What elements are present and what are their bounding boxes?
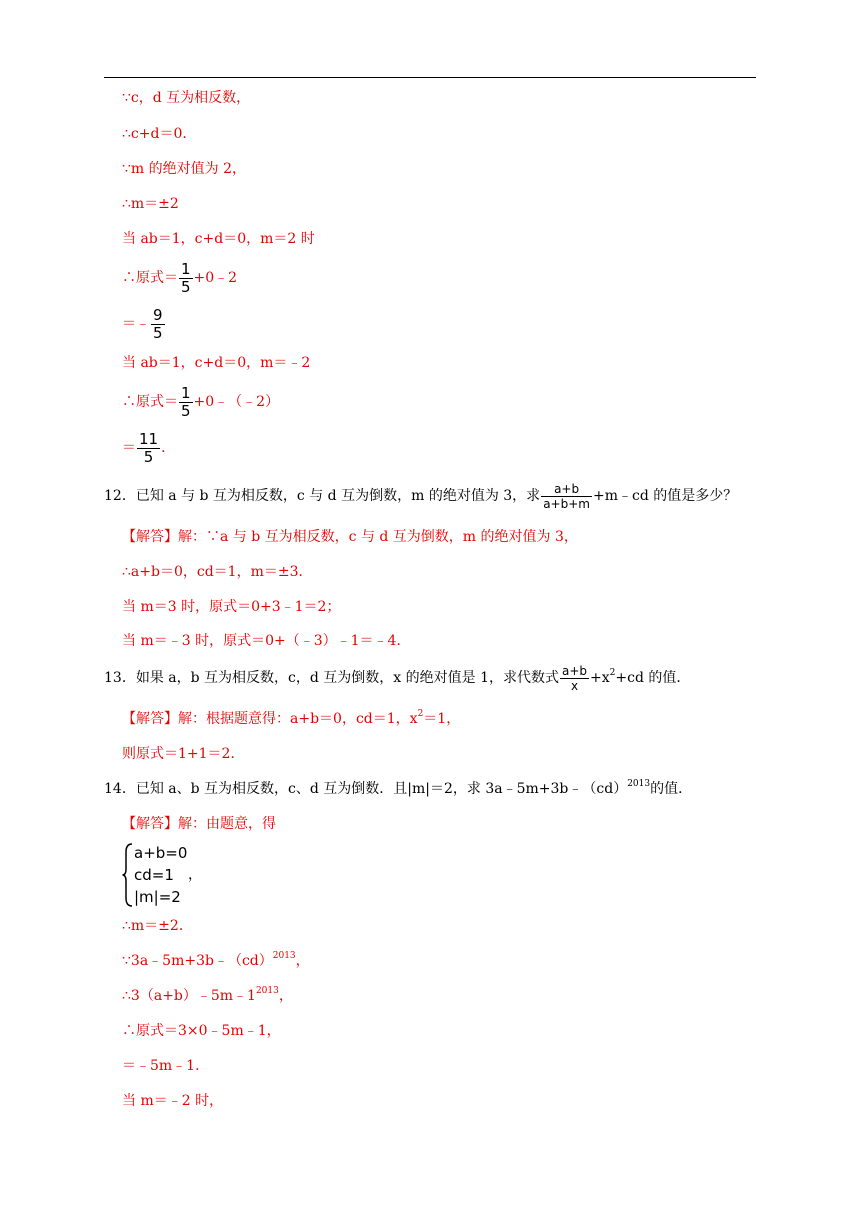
answer-line: ∴m＝±2． xyxy=(122,918,193,934)
fraction: $\frac{a+b}{a+b+m}$ xyxy=(543,481,590,511)
solution-line: ∴原式＝ $\frac{1}{5}$ +0﹣（﹣2） xyxy=(122,383,280,420)
system-row: |m|=2 xyxy=(134,888,181,906)
solution-line: 当 ab＝1，c+d＝0，m＝2 时 xyxy=(122,231,315,247)
fraction: $\frac{1}{5}$ xyxy=(181,383,191,420)
system-row: a+b=0 xyxy=(134,844,188,862)
equation-system xyxy=(122,842,212,908)
system-row: cd=1 xyxy=(134,866,174,884)
answer-line: ∴3（a+b）﹣5m﹣1 $^{2013}$ ， xyxy=(122,986,293,1004)
solution-line: ∴原式＝ $\frac{1}{5}$ +0﹣2 xyxy=(122,259,238,296)
question-12: 12． 已知 a 与 b 互为相反数，c 与 d 互为倒数，m 的绝对值为 3，求 $\frac{a+b}{a+b+m}$ +m﹣cd 的值是多少？ xyxy=(104,481,738,511)
solution-line: ∵c，d 互为相反数， xyxy=(122,90,251,106)
answer-line: 【解答】 解：由题意，得 xyxy=(122,816,276,832)
question-13: 13． 如果 a，b 互为相反数，c，d 互为倒数，x 的绝对值是 1，求代数式 $\frac{a+b}{x}$ +x $^2$ +cd 的值． xyxy=(104,663,691,693)
fraction: $\frac{a+b}{x}$ xyxy=(562,663,588,693)
answer-line: ∴a+b＝0，cd＝1，m＝±3． xyxy=(122,564,313,580)
answer-line: 【解答】 解：根据题意得：a+b＝0，cd＝1，x $^2$ ＝1， xyxy=(122,709,461,727)
header-rule xyxy=(104,77,756,78)
answer-line: 当 m＝3 时，原式＝0+3﹣1＝2； xyxy=(122,599,341,615)
solution-line: ∴c+d＝0． xyxy=(122,126,197,142)
system-comma: ， xyxy=(188,867,202,883)
solution-line: 当 ab＝1，c+d＝0，m＝﹣2 xyxy=(122,355,311,371)
answer-line: 【解答】 解：∵a 与 b 互为相反数，c 与 d 互为倒数，m 的绝对值为 3， xyxy=(122,529,578,545)
left-brace-icon xyxy=(122,842,134,908)
fraction: $\frac{9}{5}$ xyxy=(153,305,163,342)
answer-line: 当 m＝﹣3 时，原式＝0+（﹣3）﹣1＝﹣4． xyxy=(122,633,411,649)
answer-line: ∵3a﹣5m+3b﹣（cd） $^{2013}$ ， xyxy=(122,951,310,969)
answer-line: ＝﹣5m﹣1． xyxy=(122,1058,210,1074)
question-14: 14． 已知 a、b 互为相反数，c、d 互为倒数．且|m|＝2，求 3a﹣5m+3b﹣（cd） $^{2013}$ 的值． xyxy=(104,779,693,797)
answer-line: ∴原式＝3×0﹣5m﹣1， xyxy=(122,1023,281,1039)
fraction: $\frac{1}{5}$ xyxy=(181,259,191,296)
solution-line: ∴m＝±2 xyxy=(122,196,179,212)
solution-line: ＝﹣ $\frac{9}{5}$ xyxy=(122,305,163,342)
solution-line: ∵m 的绝对值为 2， xyxy=(122,161,246,177)
answer-line: 当 m＝﹣2 时， xyxy=(122,1093,224,1109)
answer-line: 则原式＝1+1＝2． xyxy=(122,746,245,762)
fraction: $\frac{11}{5}$ xyxy=(139,429,159,466)
solution-line: ＝ $\frac{11}{5}$ ． xyxy=(122,429,176,466)
